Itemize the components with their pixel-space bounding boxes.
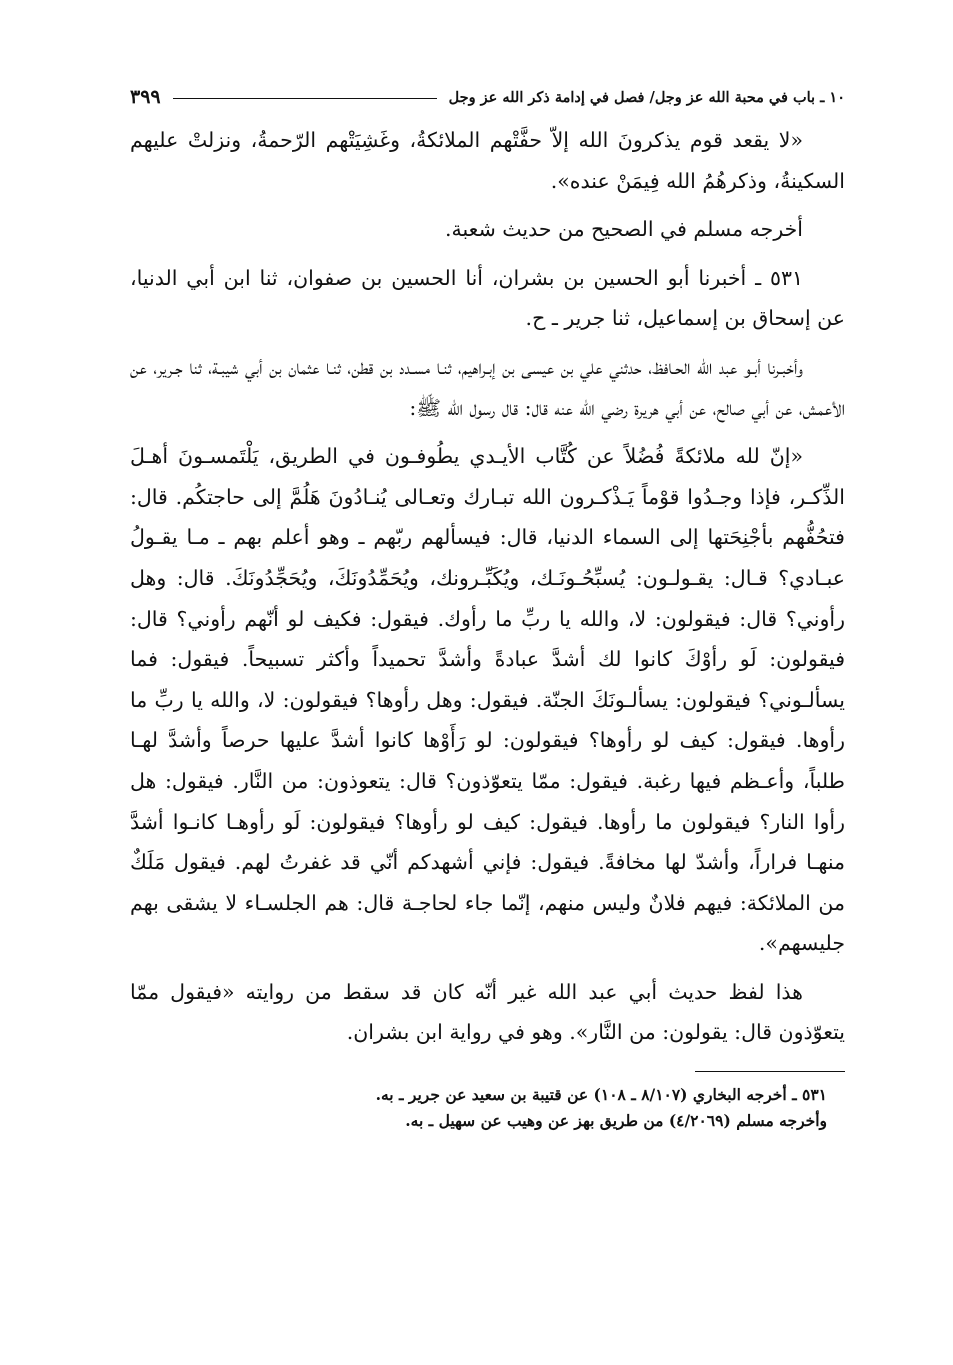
main-text	[130, 120, 845, 1053]
second-isnad-paragraph: وأخبـرنا أبـو عبد الله الحـافظ، حدثني علي بن عيسى بن إبـراهيم، ثنـا مسـدد بن قطن، ثنـا عثمان بن أبي شيبـة، ثنا جـرير، عن الأعمش، عن أبي صالح، عن أبي هريرة رضي الله عنه قال: قال رسول الله ﷺ:	[130, 354, 845, 420]
header-rule	[173, 98, 437, 99]
footnote-line: وأخرجه مسلم (٤/٢٠٦٩) من طريق بهز عن وهيب عن سهيل ـ به.	[405, 1111, 827, 1131]
page-number: ٣٩٩	[130, 86, 161, 108]
hadith-matn-paragraph: «إنّ لله ملائكةً فُضُلاً عن كُتَّاب الأيـدي يطُوفـون في الطريق، يَلْتَمسـونَ أهـلَ الذِّكـر، فإذا وجـدُوا قوْماً يَـذْكـرون الله تبـارك وتعـالى يُنـادُونَ هَلُمَّ إلى حاجتكُم. قال: فتحُفُّهم بأجْنِحَتها إلى السماء الدنيا، قال: فيسألهم ربّهم ـ وهو أعلم بهم ـ مـا يقـولُ عبـادي؟ قـال: يقـولـون: يُسبِّحُـونَـك، ويُكَبِّـرونك، ويُحَمِّدُونَكَ، ويُحَجِّدُونَكَ. قال: وهل رأوني؟ قال: فيقولون: لا، والله يا ربِّ ما رأوك. فيقول: فكيف لو أنّهم رأوني؟ قال: فيقولون: لَو رأوْكَ كانوا لك أشدَّ عبادةً وأشدَّ تحميداً وأكثر تسبيحاً. فيقول: فما يسألـوني؟ فيقولون: يسألـونَكَ الجنّة. فيقول: وهل رأوها؟ فيقولون: لا، والله يا ربِّ ما رأوها. فيقول: كيف لو رأوها؟ فيقولون: لو رَأَوْها كانوا أشدَّ عليها حرصاً وأشدَّ لهـا طلباً، وأعـظم فيها رغبة. فيقول: ممّا يتعوّذون؟ قال: يتعوذون: من النَّار. فيقول: هل رأوا النار؟ فيقولون ما رأوها. فيقول: كيف لو رأوها؟ فيقولون: لَو رأوهـا كانـوا أشدَّ منهـا فراراً، وأشدّ لها مخافةً. فيقول: فإني أشهدكم أنّي قد غفرتُ لهم. فيقول مَلَكٌ من الملائكة: فيهم فلانٌ وليس منهم، إنّما جاء لحاجـة قال: هم الجلسـاء لا يشقى بهم جليسهم».	[130, 444, 845, 956]
book-page	[130, 80, 845, 1320]
header-title: ١٠ ـ باب في محبة الله عز وجل/ فصل في إدامة ذكر الله عز وجل	[448, 88, 845, 106]
comment-paragraph: هذا لفظ حديث أبي عبد الله غير أنّه كان قد سقط من روايته «فيقول ممّا يتعوّذون قال: يقولون: من النَّار». وهو في رواية ابن بشران.	[130, 979, 845, 1045]
footnotes	[130, 1082, 845, 1134]
footnote-separator	[695, 1071, 845, 1072]
footnote-line: ٥٣١ ـ أخرجه البخاري (٨/١٠٧ ـ ١٠٨) عن قتيبة بن سعيد عن جرير ـ به.	[375, 1085, 827, 1105]
running-header	[130, 80, 845, 114]
takhrij-paragraph: أخرجه مسلم في الصحيح من حديث شعبة.	[444, 217, 803, 242]
hadith-ending-paragraph: «لا يقعد قوم يذكرونَ الله إلاّ حفَّتْهم الملائكةُ، وغَشِيَتْهم الرّحمةُ، ونزلتْ عليهم السكينةُ، وذكرهُمُ الله فِيمَنْ عنده».	[130, 128, 845, 193]
isnad-531-paragraph: ٥٣١ ـ أخبرنا أبو الحسين بن بشران، أنا الحسين بن صفوان، ثنا ابن أبي الدنيا، عن إسحاق بن إسماعيل، ثنا جرير ـ ح.	[130, 265, 845, 331]
